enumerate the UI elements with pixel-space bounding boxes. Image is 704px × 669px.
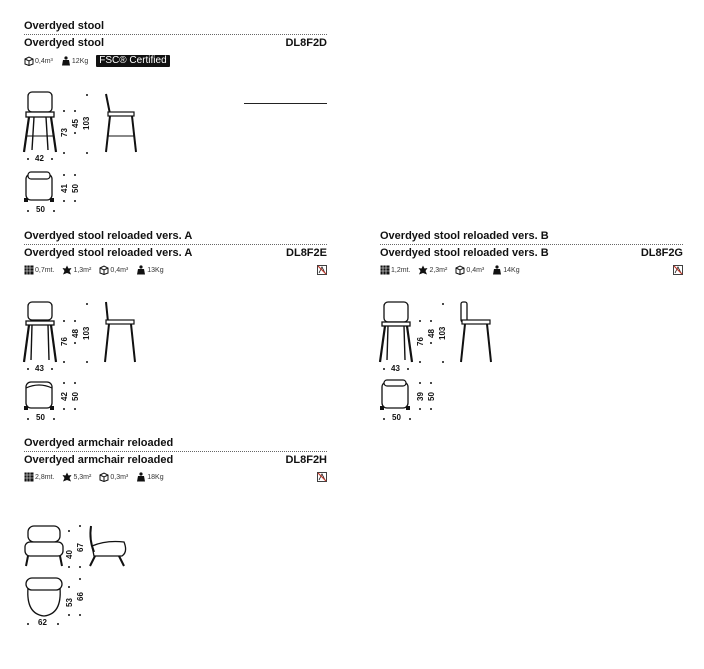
spec-value: 12Kg: [71, 57, 89, 65]
dim-width: 43: [35, 364, 44, 373]
fabric-icon: [24, 472, 34, 482]
not-fsc-icon: [317, 472, 327, 482]
section-title: Overdyed stool reloaded vers. A: [24, 230, 327, 245]
section-overdyed-stool-reloaded-b: [380, 230, 683, 275]
dim-width: 42: [35, 154, 44, 163]
spec-list: [380, 265, 683, 275]
spec-value: 5,3m²: [73, 473, 92, 481]
spec-fabric: [380, 265, 410, 275]
fsc-badge: FSC® Certified: [96, 55, 169, 67]
dim-depth-width: 50: [392, 413, 401, 422]
product-name: Overdyed armchair reloaded: [24, 454, 174, 466]
fabric-icon: [380, 265, 390, 275]
dim-depth-width: 62: [38, 618, 47, 627]
dim-depth-a: 39: [416, 392, 425, 401]
box-icon: [455, 265, 465, 275]
stool-front-drawing: [22, 90, 62, 155]
dim-depth-width: 50: [36, 205, 45, 214]
spec-fabric: [24, 472, 54, 482]
product-row: [24, 37, 327, 49]
spec-weight: [136, 472, 163, 482]
box-icon: [99, 472, 109, 482]
section-overdyed-stool-reloaded-a: [24, 230, 327, 275]
dim-depth-b: 50: [71, 184, 80, 193]
dim-width: 43: [391, 364, 400, 373]
spec-value: 14Kg: [503, 266, 520, 274]
dim-depth-a: 53: [65, 598, 74, 607]
stool-b-top-drawing: [378, 378, 414, 414]
spec-list: [24, 472, 327, 482]
dim-total-height: 103: [82, 116, 91, 130]
armchair-top-drawing: [22, 574, 66, 620]
section-overdyed-armchair-reloaded: [24, 437, 327, 482]
product-code: DL8F2E: [286, 247, 327, 259]
spec-value: 0,3m³: [110, 473, 129, 481]
spec-weight: [61, 56, 88, 66]
product-row: [380, 247, 683, 259]
armchair-front-drawing: [22, 522, 66, 570]
product-code: DL8F2D: [285, 37, 327, 49]
box-icon: [24, 56, 34, 66]
dim-arm-height: 48: [427, 329, 436, 338]
spec-volume: [99, 472, 128, 482]
spec-volume: [455, 265, 484, 275]
section-title: Overdyed armchair reloaded: [24, 437, 327, 452]
leather-icon: [62, 265, 72, 275]
dim-arm-height: 48: [71, 329, 80, 338]
product-code: DL8F2G: [640, 247, 683, 259]
weight-icon: [492, 265, 502, 275]
spec-weight: [492, 265, 519, 275]
spec-leather: [418, 265, 447, 275]
leather-icon: [62, 472, 72, 482]
stool-b-side-drawing: [458, 300, 496, 365]
dim-seat-height: 76: [416, 337, 425, 346]
dim-total-height: 103: [438, 326, 447, 340]
spec-value: 1,3m²: [73, 266, 92, 274]
spec-volume: [24, 56, 53, 66]
stool-side-drawing: [102, 90, 140, 155]
spec-value: 2,3m²: [429, 266, 448, 274]
dim-total-height: 67: [76, 543, 85, 552]
spec-fabric: [24, 265, 54, 275]
spec-value: 0,7mt.: [35, 266, 55, 274]
dim-depth-width: 50: [36, 413, 45, 422]
dim-seat-height: 40: [65, 550, 74, 559]
box-icon: [99, 265, 109, 275]
product-row: [24, 247, 327, 259]
divider-line: [244, 103, 327, 104]
dim-seat-height: 73: [60, 128, 69, 137]
product-code: DL8F2H: [285, 454, 327, 466]
dim-depth-a: 41: [60, 184, 69, 193]
section-title: Overdyed stool reloaded vers. B: [380, 230, 683, 245]
spec-volume: [99, 265, 128, 275]
stool-b-front-drawing: [378, 300, 418, 365]
spec-weight: [136, 265, 163, 275]
spec-value: 1,2mt.: [391, 266, 411, 274]
leather-icon: [418, 265, 428, 275]
spec-value: 0,4m³: [110, 266, 129, 274]
dim-depth-b: 66: [76, 592, 85, 601]
spec-leather: [62, 472, 91, 482]
spec-leather: [62, 265, 91, 275]
product-name: Overdyed stool reloaded vers. A: [24, 247, 193, 259]
armchair-side-drawing: [86, 522, 130, 570]
weight-icon: [136, 472, 146, 482]
spec-list: [24, 55, 327, 67]
dim-depth-b: 50: [71, 392, 80, 401]
spec-list: [24, 265, 327, 275]
stool-top-drawing: [22, 170, 58, 206]
product-name: Overdyed stool: [24, 37, 105, 49]
spec-value: 2,8mt.: [35, 473, 55, 481]
spec-value: 0,4m³: [35, 57, 53, 65]
product-name: Overdyed stool reloaded vers. B: [380, 247, 549, 259]
stool-a-side-drawing: [102, 300, 140, 365]
dim-depth-b: 50: [427, 392, 436, 401]
not-fsc-icon: [673, 265, 683, 275]
weight-icon: [136, 265, 146, 275]
fabric-icon: [24, 265, 34, 275]
stool-a-top-drawing: [22, 378, 58, 414]
dim-seat-height: 76: [60, 337, 69, 346]
spec-value: 0,4m³: [466, 266, 485, 274]
not-fsc-icon: [317, 265, 327, 275]
dim-depth-a: 42: [60, 392, 69, 401]
spec-value: 13Kg: [147, 266, 164, 274]
stool-a-front-drawing: [22, 300, 62, 365]
weight-icon: [61, 56, 71, 66]
dim-arm-height: 45: [71, 119, 80, 128]
dim-total-height: 103: [82, 326, 91, 340]
spec-value: 18Kg: [147, 473, 164, 481]
section-overdyed-stool: [24, 20, 327, 67]
product-row: [24, 454, 327, 466]
section-title: Overdyed stool: [24, 20, 327, 35]
